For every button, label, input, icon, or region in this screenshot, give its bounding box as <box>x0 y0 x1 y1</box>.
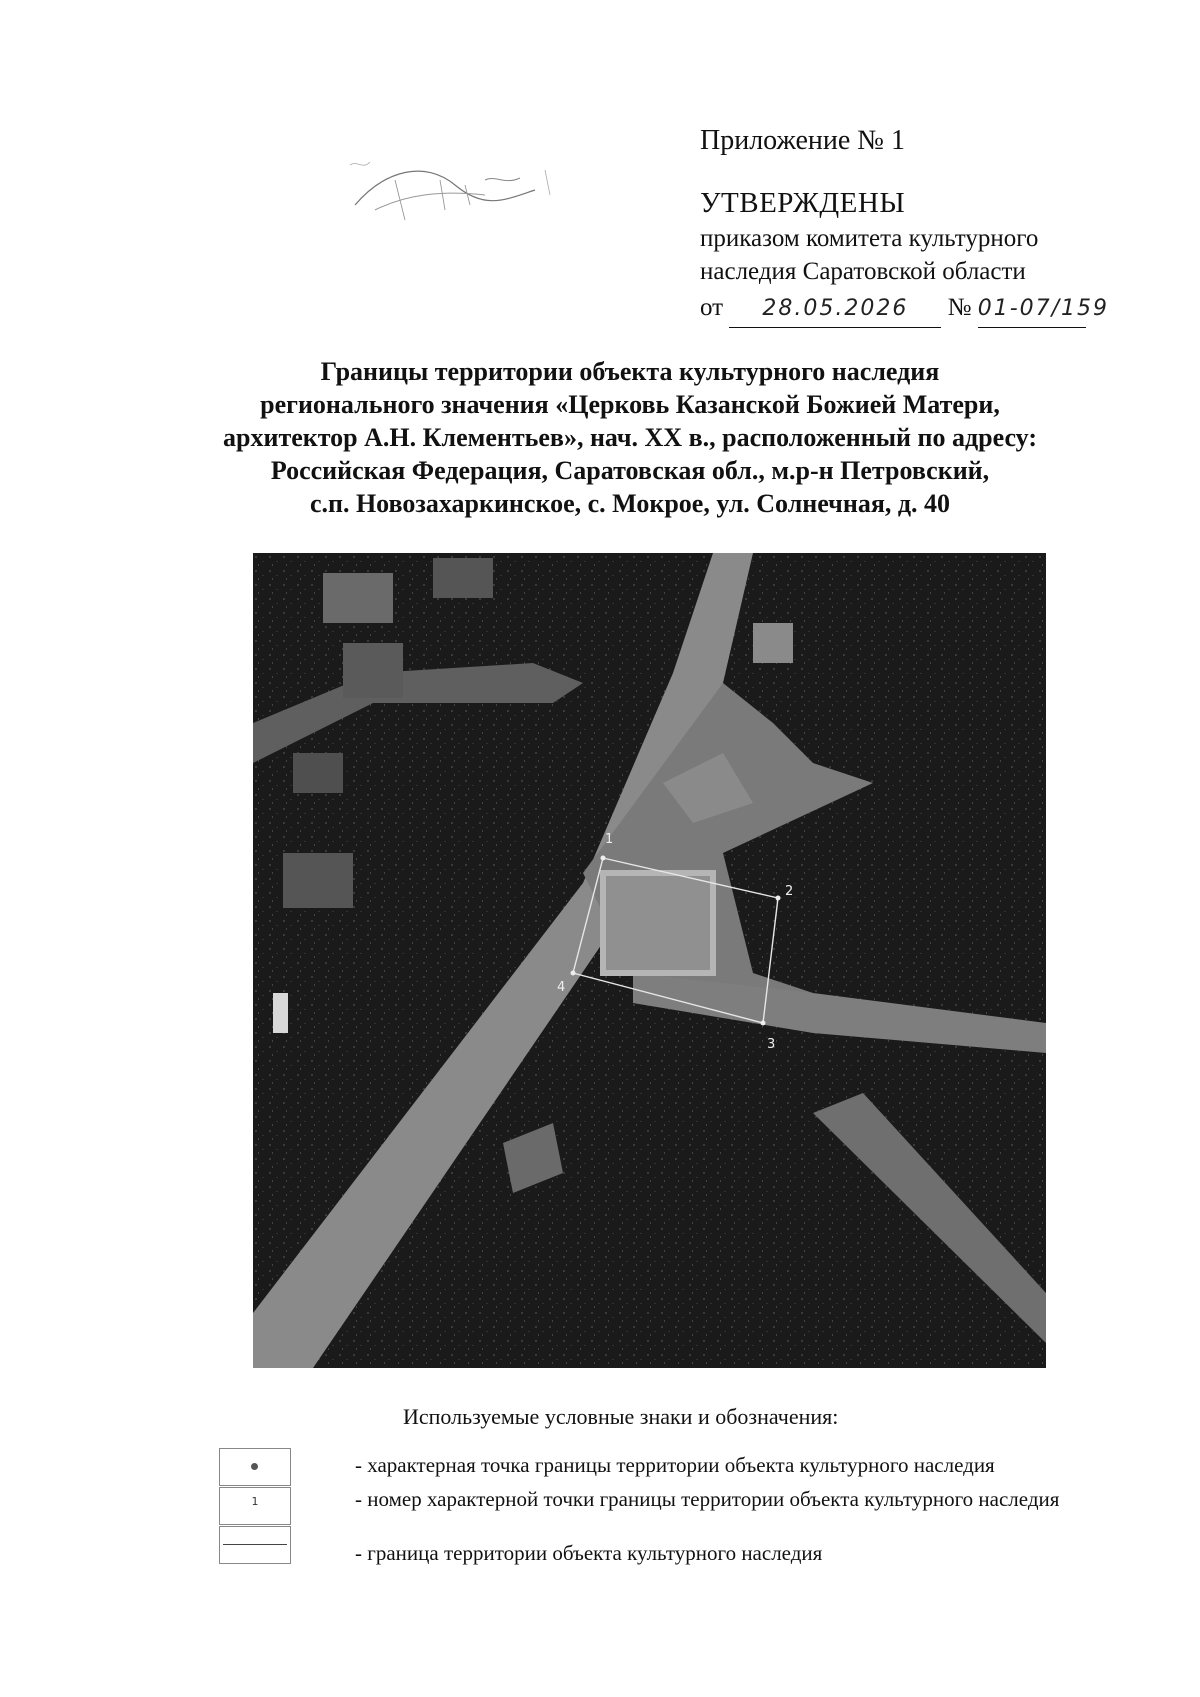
building <box>283 853 353 908</box>
document-title <box>190 355 1070 520</box>
handwritten-date: 28.05.2026 <box>729 291 941 328</box>
title-line-2: регионального значения «Церковь Казанской Божией Матери, <box>260 390 1000 419</box>
approval-date-line <box>700 290 1140 328</box>
title-line-5: с.п. Новозахаркинское, с. Мокрое, ул. Солнечная, д. 40 <box>309 489 951 518</box>
point-label-3: 3 <box>767 1037 776 1052</box>
boundary-point-2 <box>776 896 781 901</box>
building <box>293 753 343 793</box>
legend-item-point: - характерная точка границы территории объекта культурного наследия <box>355 1453 995 1477</box>
approval-block <box>700 125 1140 328</box>
number-prefix: № <box>947 294 972 321</box>
aerial-map <box>253 553 1046 1368</box>
appendix-label: Приложение № 1 <box>700 125 905 156</box>
point-label-1: 1 <box>605 832 614 847</box>
legend-title: Используемые условные знаки и обозначения: <box>403 1404 839 1429</box>
title-line-1: Границы территории объекта культурного наследия <box>320 357 940 386</box>
handwritten-order-number: 01-07/159 <box>978 291 1086 328</box>
point-label-4: 4 <box>557 980 566 995</box>
approval-line-1: приказом комитета культурного <box>700 225 1039 252</box>
date-prefix: от <box>700 294 724 321</box>
boundary-line-icon <box>223 1544 287 1545</box>
legend-item-number: - номер характерной точки границы территории объекта культурного наследия <box>355 1487 1060 1511</box>
boundary-point-3 <box>761 1021 766 1026</box>
point-symbol-icon <box>251 1463 258 1470</box>
title-line-4: Российская Федерация, Саратовская обл., м.р-н Петровский, <box>270 456 990 485</box>
boundary-point-1 <box>601 856 606 861</box>
building <box>323 573 393 623</box>
legend-symbol-point <box>219 1448 291 1486</box>
approved-heading: УТВЕРЖДЕНЫ <box>700 187 906 219</box>
building <box>343 643 403 698</box>
point-label-2: 2 <box>785 884 794 899</box>
building <box>753 623 793 663</box>
legend-symbol-boundary <box>219 1526 291 1564</box>
legend-item-boundary: - граница территории объекта культурного наследия <box>355 1541 823 1565</box>
approval-line-2: наследия Саратовской области <box>700 258 1026 285</box>
boundary-point-4 <box>571 971 576 976</box>
signature <box>345 150 555 240</box>
title-line-3: архитектор А.Н. Клементьев», нач. XX в., расположенный по адресу: <box>223 423 1037 452</box>
legend-symbol-number <box>219 1487 291 1525</box>
church-building <box>603 873 713 973</box>
building <box>433 558 493 598</box>
building <box>273 993 288 1033</box>
number-symbol-icon: 1 <box>251 1495 259 1508</box>
